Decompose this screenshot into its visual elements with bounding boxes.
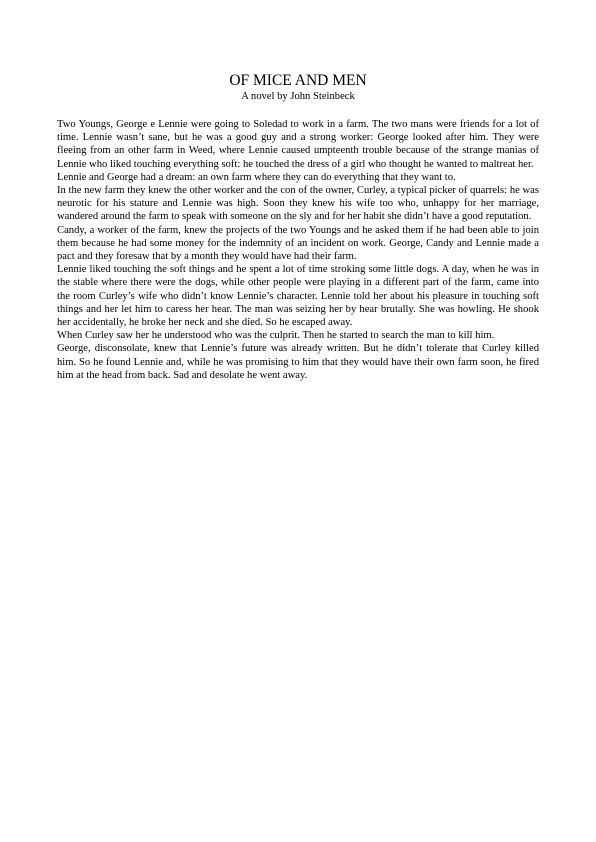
paragraph: When Curley saw her he understood who was the culprit. Then he started to search the man to kill him. — [57, 330, 495, 342]
paragraph: George, disconsolate, knew that Lennie’s future was already written. But he didn’t tolerate that Curley killed him. So he found Lennie and, while he was promising to him that they would have their own farm soon, he fired him at the head from back. Sad and desolate he went away. — [57, 343, 539, 381]
document-page — [57, 72, 539, 382]
paragraph: Candy, a worker of the farm, knew the projects of the two Youngs and he asked them if he had been able to join them because he had some money for the indemnity of an incident on work. George, Candy and Lennie made a pact and they foresaw that by a month they would have had their farm. — [57, 224, 539, 263]
document-title: OF MICE AND MEN — [229, 72, 367, 89]
paragraph: In the new farm they knew the other worker and the con of the owner, Curley, a typical picker of quarrels: he was neurotic for his stature and Lennie was high. Soon they knew his wife too who, unhappy for her marriage, wandered around the farm to speak with someone on the sly and for her habit she didn’t have a good reputation. — [57, 185, 539, 223]
paragraph: Two Youngs, George e Lennie were going to Soledad to work in a farm. The two mans were friends for a lot of time. Lennie wasn’t sane, but he was a good guy and a strong worker: George looked after him. They were fleeing from an other farm in Weed, where Lennie caused umpteenth trouble because of the strange manias of Lennie who liked touching everything soft: he touched the dress of a girl who thought he wanted to maltreat her. — [57, 119, 539, 170]
document-body — [57, 118, 539, 382]
paragraph: Lennie and George had a dream: an own farm where they can do everything that they want to. — [57, 171, 456, 183]
paragraph: Lennie liked touching the soft things and he spent a lot of time stroking some little dogs. A day, when he was in the stable where there were the dogs, while other people were playing in a different part of the farm, came into the room Curley’s wife who didn’t know Lennie’s character. Lennie told her about his pleasure in touching soft things and her let him to caress her hear. The man was seizing her by hear brutally. She was howling. He shook her accidentally, he broke her neck and she died. So he escaped away. — [57, 264, 539, 329]
document-subtitle: A novel by John Steinbeck — [241, 91, 355, 102]
